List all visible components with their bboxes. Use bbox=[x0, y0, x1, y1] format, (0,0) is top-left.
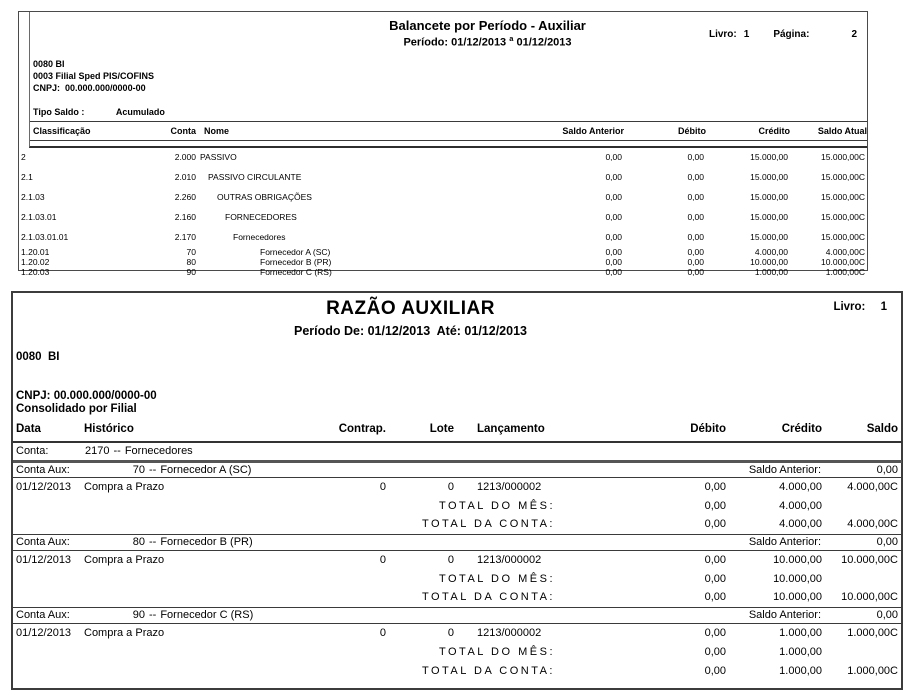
conta-aux-row bbox=[13, 607, 902, 623]
conta-aux-number: 90 bbox=[132, 609, 145, 621]
cell-lancamento: 1213/000002 bbox=[477, 626, 542, 639]
cell-saldo-anterior: 0,00 bbox=[605, 232, 622, 243]
period-to: 01/12/2013 bbox=[516, 36, 572, 49]
total-conta-saldo: 4.000,00C bbox=[825, 515, 902, 534]
livro-value: 1 bbox=[743, 29, 750, 40]
report2-titlebar bbox=[13, 298, 808, 338]
total-conta-label: TOTAL DA CONTA: bbox=[337, 515, 557, 534]
cell-nome: Fornecedor C (RS) bbox=[260, 267, 332, 278]
cell-credito: 4.000,00 bbox=[779, 480, 822, 493]
cell-conta: 2.260 bbox=[174, 192, 196, 203]
total-mes-label: TOTAL DO MÊS: bbox=[438, 572, 555, 585]
spacer-cell bbox=[825, 642, 902, 661]
saldo-anterior-value: 0,00 bbox=[825, 461, 902, 477]
report2-period: Período De: 01/12/2013 Até: 01/12/2013 bbox=[293, 324, 527, 338]
cell-conta: 90 bbox=[186, 267, 196, 278]
cell-classificacao: 2.1.03.01.01 bbox=[21, 232, 69, 243]
total-conta-label: TOTAL DA CONTA: bbox=[421, 664, 555, 677]
ledger-entry-row bbox=[13, 477, 902, 496]
col-lancamento: Lançamento bbox=[457, 420, 557, 442]
total-conta-row bbox=[13, 515, 902, 534]
col-saldo-anterior: Saldo Anterior bbox=[502, 122, 624, 141]
cell-saldo-anterior: 0,00 bbox=[605, 267, 622, 278]
cell-conta: 2.000 bbox=[174, 152, 196, 163]
dash-separator: -- bbox=[113, 445, 121, 458]
cell-conta: 2.160 bbox=[174, 212, 196, 223]
cell-credito: 10.000,00 bbox=[773, 553, 822, 566]
cell-debito: 0,00 bbox=[687, 172, 704, 183]
cell-saldo-atual: 1.000,00C bbox=[825, 267, 865, 278]
cell-historico: Compra a Prazo bbox=[84, 626, 165, 639]
total-mes-label: TOTAL DO MÊS: bbox=[438, 645, 555, 658]
conta-aux-label: Conta Aux: bbox=[16, 609, 70, 621]
total-conta-saldo: 10.000,00C bbox=[825, 588, 902, 607]
conta-aux-row bbox=[13, 534, 902, 550]
cell-classificacao: 2.1 bbox=[21, 172, 33, 183]
table-row bbox=[19, 258, 867, 268]
cell-lote: 0 bbox=[447, 626, 454, 639]
cell-saldo-atual: 15.000,00C bbox=[821, 232, 865, 243]
balancete-table bbox=[19, 148, 867, 278]
total-mes-row bbox=[13, 569, 902, 588]
ledger-entry-row bbox=[13, 550, 902, 569]
cell-saldo-anterior: 0,00 bbox=[605, 152, 622, 163]
cell-classificacao: 1.20.03 bbox=[21, 267, 50, 278]
conta-aux-cell bbox=[13, 534, 557, 550]
cell-saldo: 10.000,00C bbox=[841, 553, 898, 566]
total-conta-credito: 10.000,00 bbox=[729, 588, 825, 607]
cell-saldo-anterior: 0,00 bbox=[605, 172, 622, 183]
pagina-value: 2 bbox=[851, 29, 857, 40]
saldo-anterior-label: Saldo Anterior: bbox=[557, 461, 825, 477]
conta-number: 2170 bbox=[85, 445, 110, 458]
table-row bbox=[19, 188, 867, 208]
ledger-entry-row bbox=[13, 623, 902, 642]
cell-saldo-atual: 15.000,00C bbox=[821, 212, 865, 223]
total-conta-credito: 1.000,00 bbox=[779, 664, 822, 677]
cell-credito: 15.000,00 bbox=[750, 212, 788, 223]
razao-table bbox=[13, 420, 902, 680]
cell-conta: 70 bbox=[186, 247, 196, 258]
cell-historico: Compra a Prazo bbox=[84, 553, 165, 566]
cell-debito: 0,00 bbox=[704, 626, 726, 639]
total-mes-credito: 10.000,00 bbox=[773, 572, 822, 585]
cell-contrap: 0 bbox=[379, 480, 386, 493]
livro-label: Livro: bbox=[833, 301, 866, 313]
cell-credito: 15.000,00 bbox=[750, 152, 788, 163]
report1-header-row bbox=[30, 122, 867, 141]
spacer-cell bbox=[13, 588, 337, 607]
saldo-anterior-value: 0,00 bbox=[825, 534, 902, 550]
conta-aux-cell bbox=[13, 461, 557, 477]
livro-value: 1 bbox=[880, 301, 887, 313]
spacer-cell bbox=[13, 515, 337, 534]
cell-nome: Fornecedor A (SC) bbox=[260, 247, 331, 258]
company-code: 0080 BI bbox=[33, 58, 65, 69]
cell-saldo-anterior: 0,00 bbox=[605, 257, 622, 268]
consolidado-line: Consolidado por Filial bbox=[16, 403, 137, 415]
col-nome: Nome bbox=[200, 122, 502, 141]
col-data: Data bbox=[13, 420, 82, 442]
report1-company-block bbox=[30, 58, 867, 94]
cell-conta: 2.010 bbox=[174, 172, 196, 183]
cell-conta: 80 bbox=[186, 257, 196, 268]
tipo-saldo-value: Acumulado bbox=[115, 106, 165, 117]
conta-aux-name: Fornecedor B (PR) bbox=[160, 536, 253, 548]
total-conta-saldo: 1.000,00C bbox=[847, 664, 898, 677]
cell-nome: Fornecedores bbox=[233, 232, 286, 243]
total-conta-row bbox=[13, 588, 902, 607]
col-historico: Histórico bbox=[82, 420, 337, 442]
col-conta: Conta bbox=[170, 122, 200, 141]
cell-debito: 0,00 bbox=[687, 152, 704, 163]
cell-credito: 15.000,00 bbox=[750, 172, 788, 183]
tipo-saldo-label: Tipo Saldo : bbox=[33, 106, 85, 117]
conta-name: Fornecedores bbox=[124, 445, 193, 458]
total-mes-credito: 4.000,00 bbox=[779, 499, 822, 512]
cell-saldo-atual: 10.000,00C bbox=[821, 257, 865, 268]
cell-credito: 15.000,00 bbox=[750, 232, 788, 243]
cell-nome: OUTRAS OBRIGAÇÕES bbox=[217, 192, 312, 203]
col-contrap: Contrap. bbox=[337, 420, 389, 442]
total-mes-debito: 0,00 bbox=[704, 499, 726, 512]
cell-credito: 4.000,00 bbox=[754, 247, 788, 258]
cell-saldo: 1.000,00C bbox=[847, 626, 898, 639]
saldo-anterior-label: Saldo Anterior: bbox=[557, 607, 825, 623]
col-debito: Débito bbox=[557, 420, 729, 442]
saldo-anterior-value: 0,00 bbox=[825, 607, 902, 623]
conta-aux-name: Fornecedor C (RS) bbox=[160, 609, 254, 621]
total-mes-credito: 1.000,00 bbox=[779, 645, 822, 658]
total-conta-row bbox=[13, 661, 902, 680]
cnpj-line: CNPJ: 00.000.000/0000-00 bbox=[16, 390, 157, 402]
pagina-label: Página: bbox=[773, 29, 810, 40]
cell-debito: 0,00 bbox=[704, 553, 726, 566]
col-credito: Crédito bbox=[706, 122, 790, 141]
cell-contrap: 0 bbox=[379, 553, 386, 566]
total-conta-debito: 0,00 bbox=[557, 588, 729, 607]
total-mes-debito: 0,00 bbox=[704, 572, 726, 585]
col-saldo: Saldo bbox=[825, 420, 902, 442]
conta-aux-label: Conta Aux: bbox=[16, 463, 70, 476]
period-label: Período: bbox=[403, 36, 449, 49]
tipo-saldo-row bbox=[30, 107, 867, 122]
cell-saldo-anterior: 0,00 bbox=[605, 247, 622, 258]
cell-debito: 0,00 bbox=[687, 212, 704, 223]
total-conta-credito: 4.000,00 bbox=[729, 515, 825, 534]
cell-data: 01/12/2013 bbox=[16, 626, 72, 639]
conta-row bbox=[13, 442, 902, 461]
cell-saldo-atual: 15.000,00C bbox=[821, 172, 865, 183]
spacer-cell bbox=[13, 642, 337, 661]
report-razao-auxiliar bbox=[11, 291, 903, 690]
livro-label: Livro: bbox=[708, 29, 737, 40]
spacer-cell bbox=[825, 496, 902, 515]
header-gap bbox=[30, 141, 867, 146]
cell-saldo-atual: 15.000,00C bbox=[821, 152, 865, 163]
cell-nome: PASSIVO bbox=[200, 152, 237, 163]
col-lote: Lote bbox=[389, 420, 457, 442]
cell-contrap: 0 bbox=[379, 626, 386, 639]
conta-label: Conta: bbox=[16, 445, 49, 458]
conta-aux-number: 80 bbox=[132, 536, 145, 548]
cell-historico: Compra a Prazo bbox=[84, 480, 165, 493]
total-mes-debito: 0,00 bbox=[704, 645, 726, 658]
period-separator: a bbox=[509, 34, 514, 43]
cell-nome: Fornecedor B (PR) bbox=[260, 257, 332, 268]
cell-credito: 15.000,00 bbox=[750, 192, 788, 203]
table-row bbox=[19, 268, 867, 278]
conta-aux-label: Conta Aux: bbox=[16, 536, 70, 548]
period-from: 01/12/2013 bbox=[451, 36, 507, 49]
cell-saldo-atual: 15.000,00C bbox=[821, 192, 865, 203]
spacer-cell bbox=[13, 661, 337, 680]
cell-conta: 2.170 bbox=[174, 232, 196, 243]
table-row bbox=[19, 168, 867, 188]
saldo-anterior-label: Saldo Anterior: bbox=[557, 534, 825, 550]
conta-cell bbox=[13, 442, 902, 461]
total-mes-row bbox=[13, 642, 902, 661]
cell-lancamento: 1213/000002 bbox=[477, 553, 542, 566]
cell-saldo-anterior: 0,00 bbox=[605, 212, 622, 223]
cell-saldo-atual: 4.000,00C bbox=[825, 247, 865, 258]
cell-nome: PASSIVO CIRCULANTE bbox=[208, 172, 302, 183]
report1-book-page-info bbox=[709, 29, 857, 40]
table-row bbox=[19, 148, 867, 168]
report2-title: RAZÃO AUXILIAR bbox=[326, 298, 495, 319]
report2-book-info bbox=[833, 301, 887, 313]
report-balancete bbox=[18, 11, 868, 278]
cell-credito: 1.000,00 bbox=[754, 267, 788, 278]
table-row bbox=[19, 208, 867, 228]
cell-debito: 0,00 bbox=[687, 267, 704, 278]
spacer-cell bbox=[13, 496, 337, 515]
cell-data: 01/12/2013 bbox=[16, 553, 72, 566]
col-debito: Débito bbox=[624, 122, 706, 141]
cell-saldo: 4.000,00C bbox=[847, 480, 898, 493]
table-row bbox=[19, 228, 867, 248]
cell-debito: 0,00 bbox=[687, 257, 704, 268]
cell-classificacao: 2 bbox=[21, 152, 26, 163]
cell-data: 01/12/2013 bbox=[16, 480, 72, 493]
conta-aux-cell bbox=[13, 607, 557, 623]
conta-aux-row bbox=[13, 461, 902, 477]
cell-nome: FORNECEDORES bbox=[225, 212, 297, 223]
cell-debito: 0,00 bbox=[687, 232, 704, 243]
conta-aux-number: 70 bbox=[132, 463, 145, 476]
cell-debito: 0,00 bbox=[687, 247, 704, 258]
cell-classificacao: 1.20.02 bbox=[21, 257, 50, 268]
cell-classificacao: 1.20.01 bbox=[21, 247, 50, 258]
cnpj-line: CNPJ: 00.000.000/0000-00 bbox=[33, 82, 146, 93]
spacer-cell bbox=[13, 569, 337, 588]
cell-debito: 0,00 bbox=[687, 192, 704, 203]
total-conta-debito: 0,00 bbox=[557, 515, 729, 534]
dash-separator: -- bbox=[149, 536, 157, 548]
conta-aux-name: Fornecedor A (SC) bbox=[160, 463, 252, 476]
col-credito: Crédito bbox=[729, 420, 825, 442]
spacer-cell bbox=[825, 569, 902, 588]
cell-saldo-anterior: 0,00 bbox=[605, 192, 622, 203]
cell-lote: 0 bbox=[447, 553, 454, 566]
cell-lancamento: 1213/000002 bbox=[477, 480, 542, 493]
report2-header bbox=[13, 293, 901, 338]
col-classificacao: Classificação bbox=[30, 122, 170, 141]
cell-credito: 1.000,00 bbox=[779, 626, 822, 639]
dash-separator: -- bbox=[149, 463, 157, 476]
total-mes-row bbox=[13, 496, 902, 515]
total-mes-label: TOTAL DO MÊS: bbox=[438, 499, 555, 512]
cell-classificacao: 2.1.03.01 bbox=[21, 212, 57, 223]
dash-separator: -- bbox=[149, 609, 157, 621]
report1-title: Balancete por Período - Auxiliar bbox=[389, 18, 586, 33]
cell-classificacao: 2.1.03 bbox=[21, 192, 45, 203]
total-conta-debito: 0,00 bbox=[704, 664, 726, 677]
col-saldo-atual: Saldo Atual bbox=[790, 122, 867, 141]
total-conta-label: TOTAL DA CONTA: bbox=[337, 588, 557, 607]
branch-name: 0003 Filial Sped PIS/COFINS bbox=[33, 70, 155, 81]
table-row bbox=[19, 248, 867, 258]
cell-credito: 10.000,00 bbox=[750, 257, 788, 268]
cell-lote: 0 bbox=[447, 480, 454, 493]
company-code: 0080 BI bbox=[16, 351, 60, 363]
razao-header-row bbox=[13, 420, 902, 442]
cell-debito: 0,00 bbox=[704, 480, 726, 493]
